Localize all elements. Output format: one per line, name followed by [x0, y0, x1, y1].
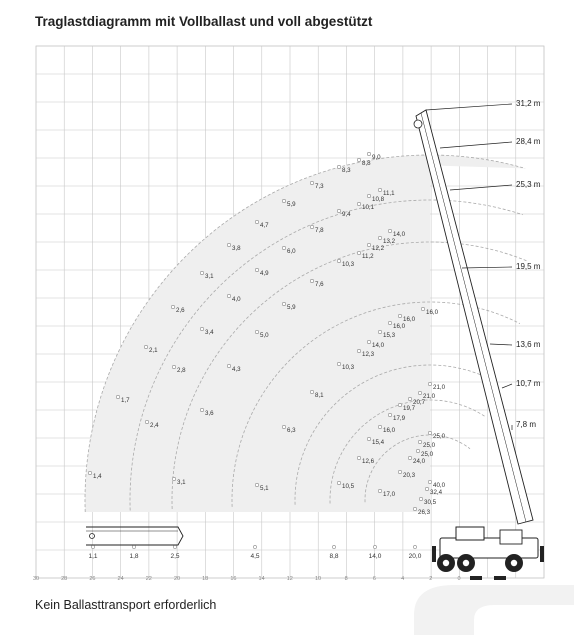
axis-value-marker: [132, 545, 135, 548]
load-point-marker: [428, 480, 431, 483]
load-point-marker: [310, 390, 313, 393]
boom-length-label: 25,3 m: [516, 180, 541, 189]
radius-tick-label: 2: [429, 576, 433, 582]
crane-cab: [456, 527, 484, 540]
load-value-label: 1,4: [93, 473, 102, 480]
load-point-marker: [416, 449, 419, 452]
load-value-label: 3,8: [232, 245, 241, 252]
load-value-label: 2,4: [150, 422, 159, 429]
load-point-marker: [255, 268, 258, 271]
load-value-label: 5,1: [260, 485, 269, 492]
load-point-marker: [116, 395, 119, 398]
load-point-marker: [227, 364, 230, 367]
load-value-label: 15,3: [383, 332, 396, 339]
load-value-label: 25,0: [433, 433, 446, 440]
load-value-label: 20,7: [413, 399, 426, 406]
load-value-label: 25,0: [421, 451, 434, 458]
load-value-label: 2,8: [177, 367, 186, 374]
load-point-marker: [357, 456, 360, 459]
load-point-marker: [428, 382, 431, 385]
radius-tick-label: 0: [457, 576, 461, 582]
load-value-label: 11,1: [383, 190, 395, 197]
load-point-marker: [337, 362, 340, 365]
load-value-label: 16,0: [393, 323, 406, 330]
load-value-label: 25,0: [423, 442, 436, 449]
boom-length-label: 7,8 m: [516, 420, 537, 429]
load-value-label: 7,8: [315, 227, 324, 234]
axis-value-label: 1,1: [88, 553, 98, 560]
load-value-label: 3,4: [205, 329, 214, 336]
radius-tick-label: 30: [32, 576, 40, 582]
corner-logo-icon: [414, 575, 574, 635]
load-value-label: 5,9: [287, 201, 296, 208]
load-value-label: 12,2: [372, 245, 385, 252]
load-point-marker: [282, 199, 285, 202]
radius-tick-label: 14: [258, 576, 265, 582]
boom-length-label: 31,2 m: [516, 99, 541, 108]
axis-value-marker: [91, 545, 94, 548]
load-value-label: 26,3: [418, 509, 431, 516]
boom-length-label: 10,7 m: [516, 379, 541, 388]
load-value-label: 17,9: [393, 415, 406, 422]
load-value-label: 6,3: [287, 427, 296, 434]
load-point-marker: [388, 413, 391, 416]
load-point-marker: [337, 165, 340, 168]
load-value-label: 5,0: [260, 332, 269, 339]
boom-length-label: 19,5 m: [516, 262, 541, 271]
load-point-marker: [419, 497, 422, 500]
load-point-marker: [378, 236, 381, 239]
axis-value-marker: [253, 545, 256, 548]
load-value-label: 10,8: [372, 196, 385, 203]
load-point-marker: [171, 305, 174, 308]
load-point-marker: [408, 397, 411, 400]
load-value-label: 3,6: [205, 410, 214, 417]
crane-carrier: [440, 538, 538, 558]
load-value-label: 21,0: [423, 393, 436, 400]
load-value-label: 4,3: [232, 366, 241, 373]
load-value-label: 32,4: [430, 489, 443, 496]
load-point-marker: [357, 349, 360, 352]
load-point-marker: [413, 507, 416, 510]
load-point-marker: [367, 243, 370, 246]
load-value-label: 15,4: [372, 439, 385, 446]
load-point-marker: [421, 307, 424, 310]
load-point-marker: [367, 152, 370, 155]
axis-value-label: 4,5: [250, 553, 260, 560]
load-value-label: 14,0: [372, 342, 385, 349]
radius-tick-label: 8: [344, 576, 348, 582]
load-value-label: 24,0: [413, 458, 426, 465]
axis-value-marker: [173, 545, 176, 548]
radius-tick-label: 10: [314, 576, 322, 582]
load-point-marker: [282, 302, 285, 305]
load-value-label: 20,3: [403, 472, 416, 479]
radius-tick-label: 6: [372, 576, 376, 582]
load-point-marker: [357, 202, 360, 205]
axis-value-label: 14,0: [368, 553, 382, 560]
load-value-label: 9,4: [342, 211, 351, 218]
load-value-label: 2,6: [176, 307, 185, 314]
load-point-marker: [200, 327, 203, 330]
load-point-marker: [398, 314, 401, 317]
load-point-marker: [378, 489, 381, 492]
load-point-marker: [378, 188, 381, 191]
load-point-marker: [144, 345, 147, 348]
load-point-marker: [398, 403, 401, 406]
load-point-marker: [367, 437, 370, 440]
load-value-label: 10,5: [342, 483, 355, 490]
caption: Kein Ballasttransport erforderlich: [35, 598, 217, 612]
load-point-marker: [200, 271, 203, 274]
load-value-label: 12,6: [362, 458, 375, 465]
boom-length-label: 13,6 m: [516, 340, 541, 349]
load-point-marker: [425, 487, 428, 490]
load-point-marker: [310, 181, 313, 184]
load-point-marker: [428, 431, 431, 434]
load-point-marker: [418, 391, 421, 394]
load-value-label: 16,0: [426, 309, 439, 316]
boom-length-label: 28,4 m: [516, 137, 541, 146]
axis-value-marker: [332, 545, 335, 548]
load-point-marker: [200, 408, 203, 411]
load-value-label: 5,9: [287, 304, 296, 311]
load-value-label: 10,3: [342, 364, 355, 371]
load-point-marker: [357, 251, 360, 254]
load-value-label: 4,0: [232, 296, 241, 303]
load-value-label: 4,9: [260, 270, 269, 277]
load-point-marker: [145, 420, 148, 423]
radius-tick-label: 16: [230, 576, 237, 582]
load-value-label: 4,7: [260, 222, 269, 229]
radius-tick-label: 24: [117, 576, 124, 582]
load-point-marker: [367, 340, 370, 343]
load-value-label: 10,3: [342, 261, 355, 268]
load-value-label: 1,7: [121, 397, 130, 404]
load-value-label: 8,8: [362, 160, 371, 167]
radius-tick-label: 4: [401, 576, 405, 582]
load-point-marker: [388, 229, 391, 232]
load-point-marker: [378, 330, 381, 333]
load-point-marker: [357, 158, 360, 161]
radius-tick-label: 12: [286, 576, 293, 582]
load-point-marker: [310, 225, 313, 228]
axis-value-label: 1,8: [129, 553, 139, 560]
load-point-marker: [172, 365, 175, 368]
load-value-label: 14,0: [393, 231, 406, 238]
radius-tick-label: 28: [61, 576, 68, 582]
load-value-label: 6,0: [287, 248, 296, 255]
axis-value-label: 20,0: [408, 553, 422, 560]
radius-tick-label: 22: [145, 576, 152, 582]
load-point-marker: [310, 279, 313, 282]
load-value-label: 21,0: [433, 384, 446, 391]
load-value-label: 7,3: [315, 183, 324, 190]
load-point-marker: [282, 425, 285, 428]
radius-tick-label: 18: [202, 576, 209, 582]
load-point-marker: [227, 294, 230, 297]
load-point-marker: [255, 483, 258, 486]
axis-value-label: 2,5: [170, 553, 180, 560]
load-value-label: 7,6: [315, 281, 324, 288]
load-point-marker: [255, 220, 258, 223]
load-point-marker: [255, 330, 258, 333]
load-point-marker: [337, 209, 340, 212]
load-value-label: 40,0: [433, 482, 446, 489]
load-point-marker: [282, 246, 285, 249]
load-point-marker: [418, 440, 421, 443]
load-value-label: 17,0: [383, 491, 396, 498]
load-value-label: 13,2: [383, 238, 396, 245]
load-point-marker: [367, 194, 370, 197]
load-value-label: 10,1: [362, 204, 375, 211]
load-value-label: 8,1: [315, 392, 324, 399]
load-value-label: 16,0: [383, 427, 396, 434]
load-point-marker: [388, 321, 391, 324]
load-point-marker: [227, 243, 230, 246]
load-point-marker: [337, 481, 340, 484]
load-value-label: 12,3: [362, 351, 375, 358]
load-value-label: 3,1: [205, 273, 214, 280]
outrigger-icon: [540, 546, 544, 562]
load-value-label: 8,3: [342, 167, 351, 174]
load-value-label: 19,7: [403, 405, 416, 412]
outrigger-icon: [432, 546, 436, 562]
page-title: Traglastdiagramm mit Vollballast und voll abgestützt: [35, 14, 373, 29]
load-point-marker: [88, 471, 91, 474]
load-value-label: 16,0: [403, 316, 416, 323]
load-value-label: 3,1: [177, 479, 186, 486]
load-point-marker: [172, 477, 175, 480]
axis-value-label: 8,8: [329, 553, 339, 560]
load-value-label: 30,5: [424, 499, 437, 506]
load-value-label: 9,0: [372, 154, 381, 161]
load-point-marker: [398, 470, 401, 473]
hook-icon: [414, 120, 422, 128]
load-point-marker: [408, 456, 411, 459]
axis-value-marker: [413, 545, 416, 548]
radius-tick-label: 20: [173, 576, 181, 582]
load-value-label: 11,2: [362, 253, 374, 260]
load-value-label: 2,1: [149, 347, 158, 354]
load-point-marker: [337, 259, 340, 262]
radius-tick-label: 26: [89, 576, 96, 582]
load-point-marker: [378, 425, 381, 428]
axis-value-marker: [373, 545, 376, 548]
